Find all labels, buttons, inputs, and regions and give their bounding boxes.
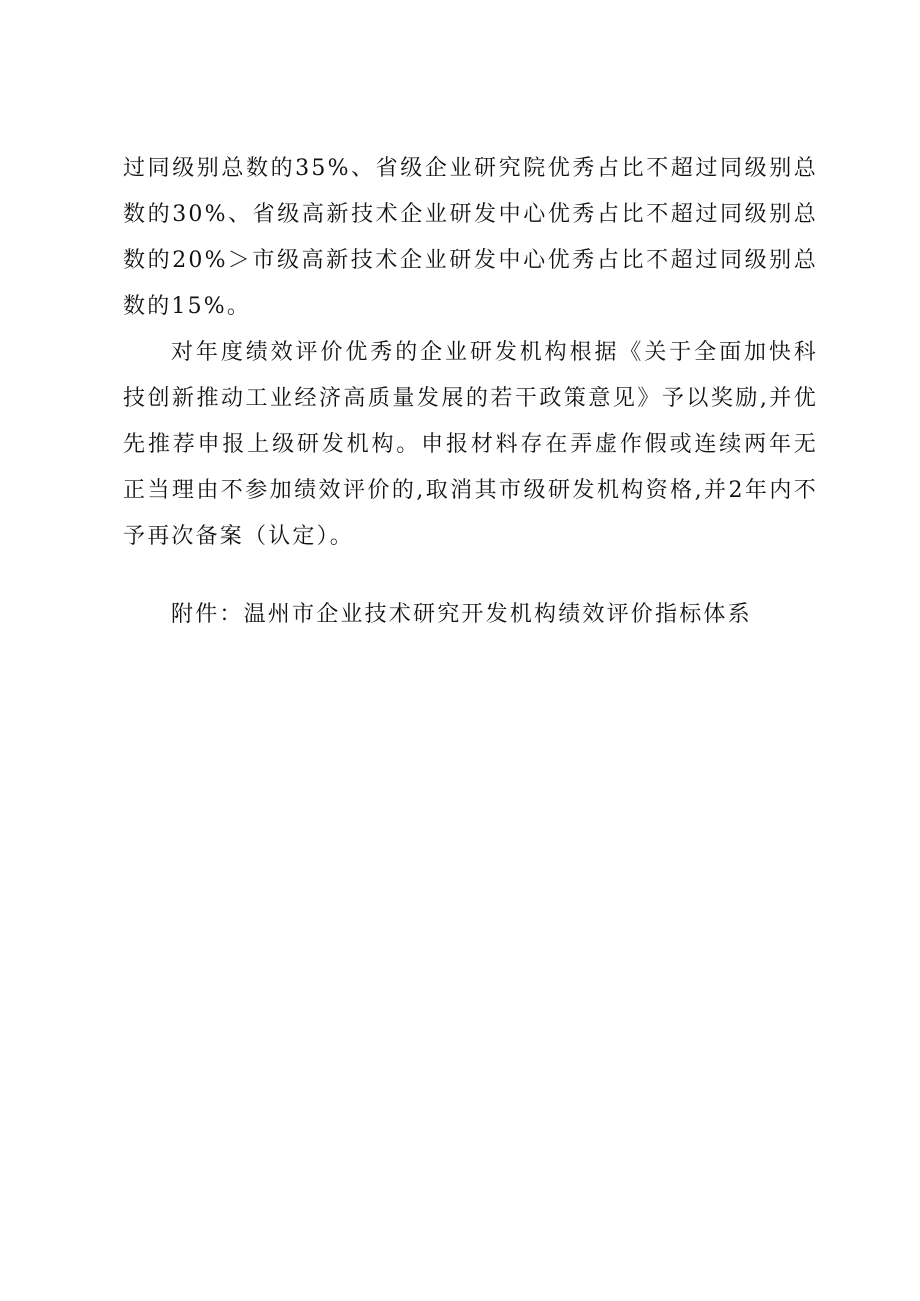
paragraph-continuation: 过同级别总数的35%、省级企业研究院优秀占比不超过同级别总数的30%、省级高新技术企业研发中心优秀占比不超过同级别总数的20%＞市级高新技术企业研发中心优秀占比不超过同级别总数的15%。 xyxy=(123,156,818,319)
paragraph-rewards: 对年度绩效评价优秀的企业研发机构根据《关于全面加快科技创新推动工业经济高质量发展的若干政策意见》予以奖励,并优先推荐申报上级研发机构。申报材料存在弄虚作假或连续两年无正当理由不参加绩效评价的,取消其市级研发机构资格,并2年内不予再次备案（认定）。 xyxy=(123,340,818,549)
body-text xyxy=(123,146,818,560)
attachment-line: 附件：温州市企业技术研究开发机构绩效评价指标体系 xyxy=(171,602,752,627)
